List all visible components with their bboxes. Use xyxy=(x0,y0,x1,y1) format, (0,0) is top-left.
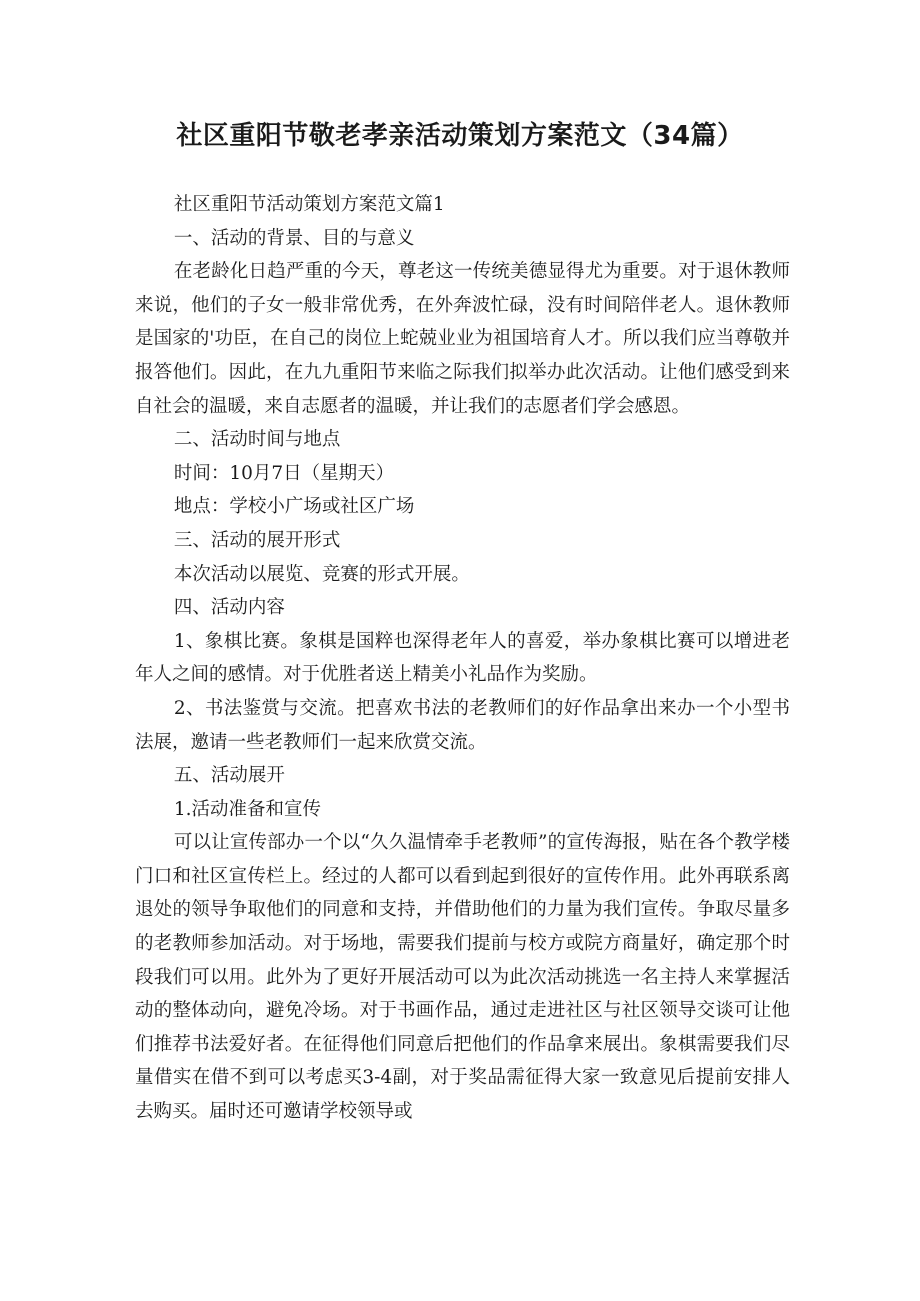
body-line: 时间：10月7日（星期天） xyxy=(173,462,395,484)
document-title: 社区重阳节敬老孝亲活动策划方案范文（34篇） xyxy=(176,121,744,151)
body-paragraph: 2、书法鉴赏与交流。把喜欢书法的老教师们的好作品拿出来办一个小型书法展，邀请一些老教师们一起来欣赏交流。 xyxy=(135,697,790,753)
subsection-heading: 1.活动准备和宣传 xyxy=(173,798,321,820)
section-heading: 二、活动时间与地点 xyxy=(173,429,341,451)
section-heading: 一、活动的背景、目的与意义 xyxy=(173,227,415,249)
section-heading: 社区重阳节活动策划方案范文篇1 xyxy=(173,194,445,215)
body-line: 本次活动以展览、竞赛的形式开展。 xyxy=(173,563,470,585)
section-heading: 五、活动展开 xyxy=(173,765,285,787)
body-paragraph: 1、象棋比赛。象棋是国粹也深得老年人的喜爱，举办象棋比赛可以增进老年人之间的感情。对于优胜者送上精美小礼品作为奖励。 xyxy=(135,630,790,686)
body-paragraph: 可以让宣传部办一个以“久久温情牵手老教师”的宣传海报，贴在各个教学楼门口和社区宣传栏上。经过的人都可以看到起到很好的宣传作用。此外再联系离退处的领导争取他们的同意和支持，并借助他们的力量为我们宣传。争取尽量多的老教师参加活动。对于场地，需要我们提前与校方或院方商量好，确定那个时段我们可以用。此外为了更好开展活动可以为此次活动挑选一名主持人来掌握活动的整体动向，避免冷场。对于书画作品，通过走进社区与社区领导交谈可让他们推荐书法爱好者。在征得他们同意后把他们的作品拿来展出。象棋需要我们尽量借实在借不到可以考虑买3-4副，对于奖品需征得大家一致意见后提前安排人去购买。届时还可邀请学校领导或 xyxy=(135,832,790,1123)
document-body xyxy=(135,188,790,1129)
body-paragraph: 在老龄化日趋严重的今天，尊老这一传统美德显得尤为重要。对于退休教师来说，他们的子女一般非常优秀，在外奔波忙碌，没有时间陪伴老人。退休教师是国家的'功臣，在自己的岗位上蛇兢业业为祖国培育人才。所以我们应当尊敬并报答他们。因此，在九九重阳节来临之际我们拟举办此次活动。让他们感受到来自社会的温暖，来自志愿者的温暖，并让我们的志愿者们学会感恩。 xyxy=(135,261,790,417)
section-heading: 三、活动的展开形式 xyxy=(173,529,341,551)
section-heading: 四、活动内容 xyxy=(173,597,285,619)
body-line: 地点：学校小广场或社区广场 xyxy=(173,496,415,518)
